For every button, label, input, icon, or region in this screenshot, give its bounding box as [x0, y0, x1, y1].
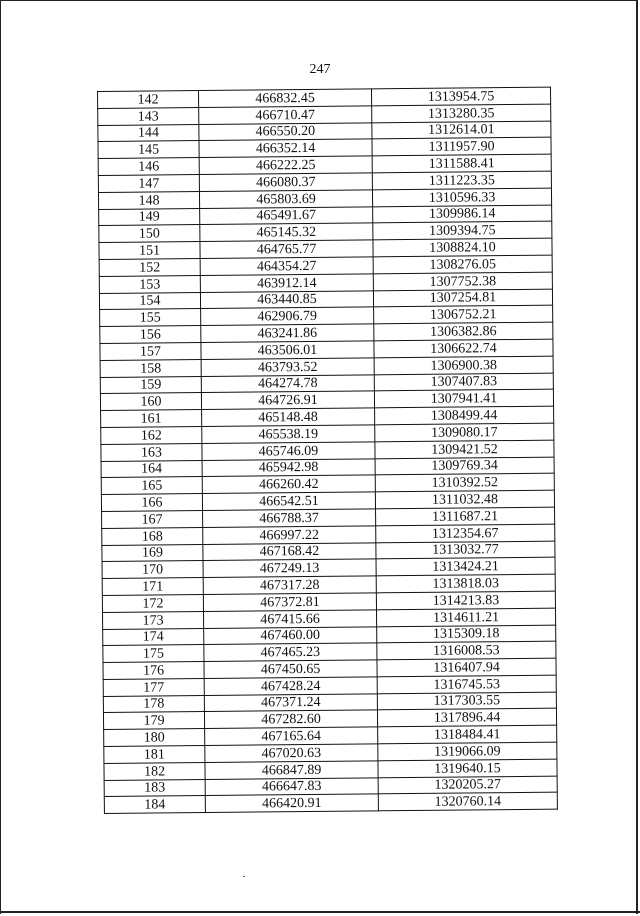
- point-id-cell: 182: [104, 762, 205, 780]
- bottom-rule: [0, 911, 640, 913]
- y-coordinate-cell: 1313032.77: [376, 541, 555, 560]
- point-id-cell: 158: [100, 359, 201, 377]
- x-coordinate-cell: 467460.00: [204, 626, 377, 644]
- point-id-cell: 172: [102, 594, 203, 612]
- point-id-cell: 170: [102, 561, 203, 579]
- x-coordinate-cell: 464726.91: [201, 391, 374, 409]
- point-id-cell: 164: [101, 460, 202, 478]
- y-coordinate-cell: 1309394.75: [373, 222, 552, 241]
- x-coordinate-cell: 465942.98: [202, 458, 375, 476]
- y-coordinate-cell: 1314213.83: [376, 591, 555, 610]
- x-coordinate-cell: 463506.01: [201, 341, 374, 359]
- x-coordinate-cell: 466647.83: [205, 778, 378, 796]
- point-id-cell: 150: [99, 225, 200, 243]
- y-coordinate-cell: 1307752.38: [373, 272, 552, 291]
- y-coordinate-cell: 1314611.21: [376, 608, 555, 627]
- y-coordinate-cell: 1307941.41: [374, 389, 553, 408]
- x-coordinate-cell: 467282.60: [204, 710, 377, 728]
- y-coordinate-cell: 1313424.21: [376, 557, 555, 576]
- point-id-cell: 154: [99, 292, 200, 310]
- point-id-cell: 156: [100, 326, 201, 344]
- x-coordinate-cell: 466352.14: [199, 139, 372, 157]
- y-coordinate-cell: 1311223.35: [372, 171, 551, 190]
- point-id-cell: 161: [101, 410, 202, 428]
- x-coordinate-cell: 465538.19: [202, 425, 375, 443]
- x-coordinate-cell: 466222.25: [199, 156, 372, 174]
- x-coordinate-cell: 466832.45: [199, 89, 372, 107]
- point-id-cell: 149: [99, 208, 200, 226]
- y-coordinate-cell: 1313280.35: [372, 104, 551, 123]
- point-id-cell: 152: [99, 258, 200, 276]
- point-id-cell: 180: [104, 729, 205, 747]
- point-id-cell: 146: [98, 158, 199, 176]
- x-coordinate-cell: 463793.52: [201, 358, 374, 376]
- y-coordinate-cell: 1309421.52: [375, 440, 554, 459]
- y-coordinate-cell: 1307254.81: [373, 289, 552, 308]
- y-coordinate-cell: 1310596.33: [372, 188, 551, 207]
- y-coordinate-cell: 1311588.41: [372, 154, 551, 173]
- x-coordinate-cell: 466550.20: [199, 122, 372, 140]
- point-id-cell: 181: [104, 746, 205, 764]
- scan-speck: [243, 876, 245, 877]
- y-coordinate-cell: 1312614.01: [372, 121, 551, 140]
- x-coordinate-cell: 467415.66: [203, 610, 376, 628]
- y-coordinate-cell: 1306900.38: [374, 356, 553, 375]
- x-coordinate-cell: 466080.37: [199, 173, 372, 191]
- x-coordinate-cell: 463241.86: [201, 324, 374, 342]
- y-coordinate-cell: 1320205.27: [378, 776, 557, 795]
- x-coordinate-cell: 465148.48: [202, 408, 375, 426]
- y-coordinate-cell: 1316745.53: [377, 675, 556, 694]
- point-id-cell: 168: [102, 527, 203, 545]
- y-coordinate-cell: 1308824.10: [373, 238, 552, 257]
- x-coordinate-cell: 467371.24: [204, 694, 377, 712]
- x-coordinate-cell: 467465.23: [204, 643, 377, 661]
- x-coordinate-cell: 467428.24: [204, 677, 377, 695]
- x-coordinate-cell: 462906.79: [201, 307, 374, 325]
- point-id-cell: 167: [102, 510, 203, 528]
- y-coordinate-cell: 1317303.55: [377, 692, 556, 711]
- x-coordinate-cell: 466847.89: [205, 761, 378, 779]
- x-coordinate-cell: 465145.32: [200, 223, 373, 241]
- point-id-cell: 143: [98, 107, 199, 125]
- y-coordinate-cell: 1319066.09: [378, 742, 557, 761]
- y-coordinate-cell: 1309080.17: [375, 423, 554, 442]
- x-coordinate-cell: 466542.51: [202, 492, 375, 510]
- x-coordinate-cell: 464354.27: [200, 257, 373, 275]
- x-coordinate-cell: 467168.42: [203, 542, 376, 560]
- point-id-cell: 142: [98, 91, 199, 109]
- y-coordinate-cell: 1320760.14: [378, 793, 557, 812]
- point-id-cell: 157: [100, 342, 201, 360]
- coordinate-table-body: [98, 87, 558, 814]
- point-id-cell: 153: [99, 275, 200, 293]
- x-coordinate-cell: 464765.77: [200, 240, 373, 258]
- point-id-cell: 169: [102, 544, 203, 562]
- point-id-cell: 171: [102, 578, 203, 596]
- y-coordinate-cell: 1316008.53: [377, 641, 556, 660]
- coordinate-table: [97, 87, 558, 815]
- x-coordinate-cell: 467317.28: [203, 576, 376, 594]
- x-coordinate-cell: 466788.37: [203, 509, 376, 527]
- point-id-cell: 176: [103, 662, 204, 680]
- y-coordinate-cell: 1317896.44: [377, 709, 556, 728]
- point-id-cell: 144: [98, 124, 199, 142]
- y-coordinate-cell: 1313954.75: [371, 87, 550, 106]
- y-coordinate-cell: 1309986.14: [373, 205, 552, 224]
- point-id-cell: 148: [98, 191, 199, 209]
- point-id-cell: 166: [101, 494, 202, 512]
- point-id-cell: 179: [103, 712, 204, 730]
- point-id-cell: 145: [98, 141, 199, 159]
- y-coordinate-cell: 1306622.74: [374, 339, 553, 358]
- y-coordinate-cell: 1311032.48: [375, 490, 554, 509]
- y-coordinate-cell: 1307407.83: [374, 373, 553, 392]
- x-coordinate-cell: 466997.22: [203, 526, 376, 544]
- point-id-cell: 175: [103, 645, 204, 663]
- point-id-cell: 151: [99, 242, 200, 260]
- y-coordinate-cell: 1318484.41: [378, 725, 557, 744]
- x-coordinate-cell: 467165.64: [205, 727, 378, 745]
- page-number: 247: [309, 62, 331, 77]
- y-coordinate-cell: 1311957.90: [372, 138, 551, 157]
- point-id-cell: 184: [104, 796, 205, 814]
- x-coordinate-cell: 467020.63: [205, 744, 378, 762]
- y-coordinate-cell: 1312354.67: [376, 524, 555, 543]
- x-coordinate-cell: 466260.42: [202, 475, 375, 493]
- point-id-cell: 155: [100, 309, 201, 327]
- x-coordinate-cell: 465491.67: [200, 206, 373, 224]
- point-id-cell: 159: [100, 376, 201, 394]
- point-id-cell: 178: [103, 695, 204, 713]
- point-id-cell: 160: [100, 393, 201, 411]
- point-id-cell: 177: [103, 678, 204, 696]
- y-coordinate-cell: 1319640.15: [378, 759, 557, 778]
- x-coordinate-cell: 464274.78: [201, 374, 374, 392]
- y-coordinate-cell: 1315309.18: [377, 625, 556, 644]
- y-coordinate-cell: 1310392.52: [375, 473, 554, 492]
- point-id-cell: 174: [103, 628, 204, 646]
- y-coordinate-cell: 1316407.94: [377, 658, 556, 677]
- y-coordinate-cell: 1309769.34: [375, 457, 554, 476]
- x-coordinate-cell: 463912.14: [200, 274, 373, 292]
- point-id-cell: 173: [103, 611, 204, 629]
- y-coordinate-cell: 1311687.21: [376, 507, 555, 526]
- point-id-cell: 165: [101, 477, 202, 495]
- y-coordinate-cell: 1313818.03: [376, 574, 555, 593]
- y-coordinate-cell: 1308276.05: [373, 255, 552, 274]
- x-coordinate-cell: 467249.13: [203, 559, 376, 577]
- y-coordinate-cell: 1306752.21: [374, 305, 553, 324]
- point-id-cell: 183: [104, 779, 205, 797]
- x-coordinate-cell: 467450.65: [204, 660, 377, 678]
- point-id-cell: 163: [101, 443, 202, 461]
- x-coordinate-cell: 466420.91: [205, 794, 378, 812]
- x-coordinate-cell: 466710.47: [199, 106, 372, 124]
- x-coordinate-cell: 465746.09: [202, 442, 375, 460]
- point-id-cell: 147: [98, 175, 199, 193]
- y-coordinate-cell: 1306382.86: [374, 322, 553, 341]
- y-coordinate-cell: 1308499.44: [375, 406, 554, 425]
- x-coordinate-cell: 463440.85: [200, 290, 373, 308]
- x-coordinate-cell: 467372.81: [203, 593, 376, 611]
- x-coordinate-cell: 465803.69: [199, 190, 372, 208]
- point-id-cell: 162: [101, 426, 202, 444]
